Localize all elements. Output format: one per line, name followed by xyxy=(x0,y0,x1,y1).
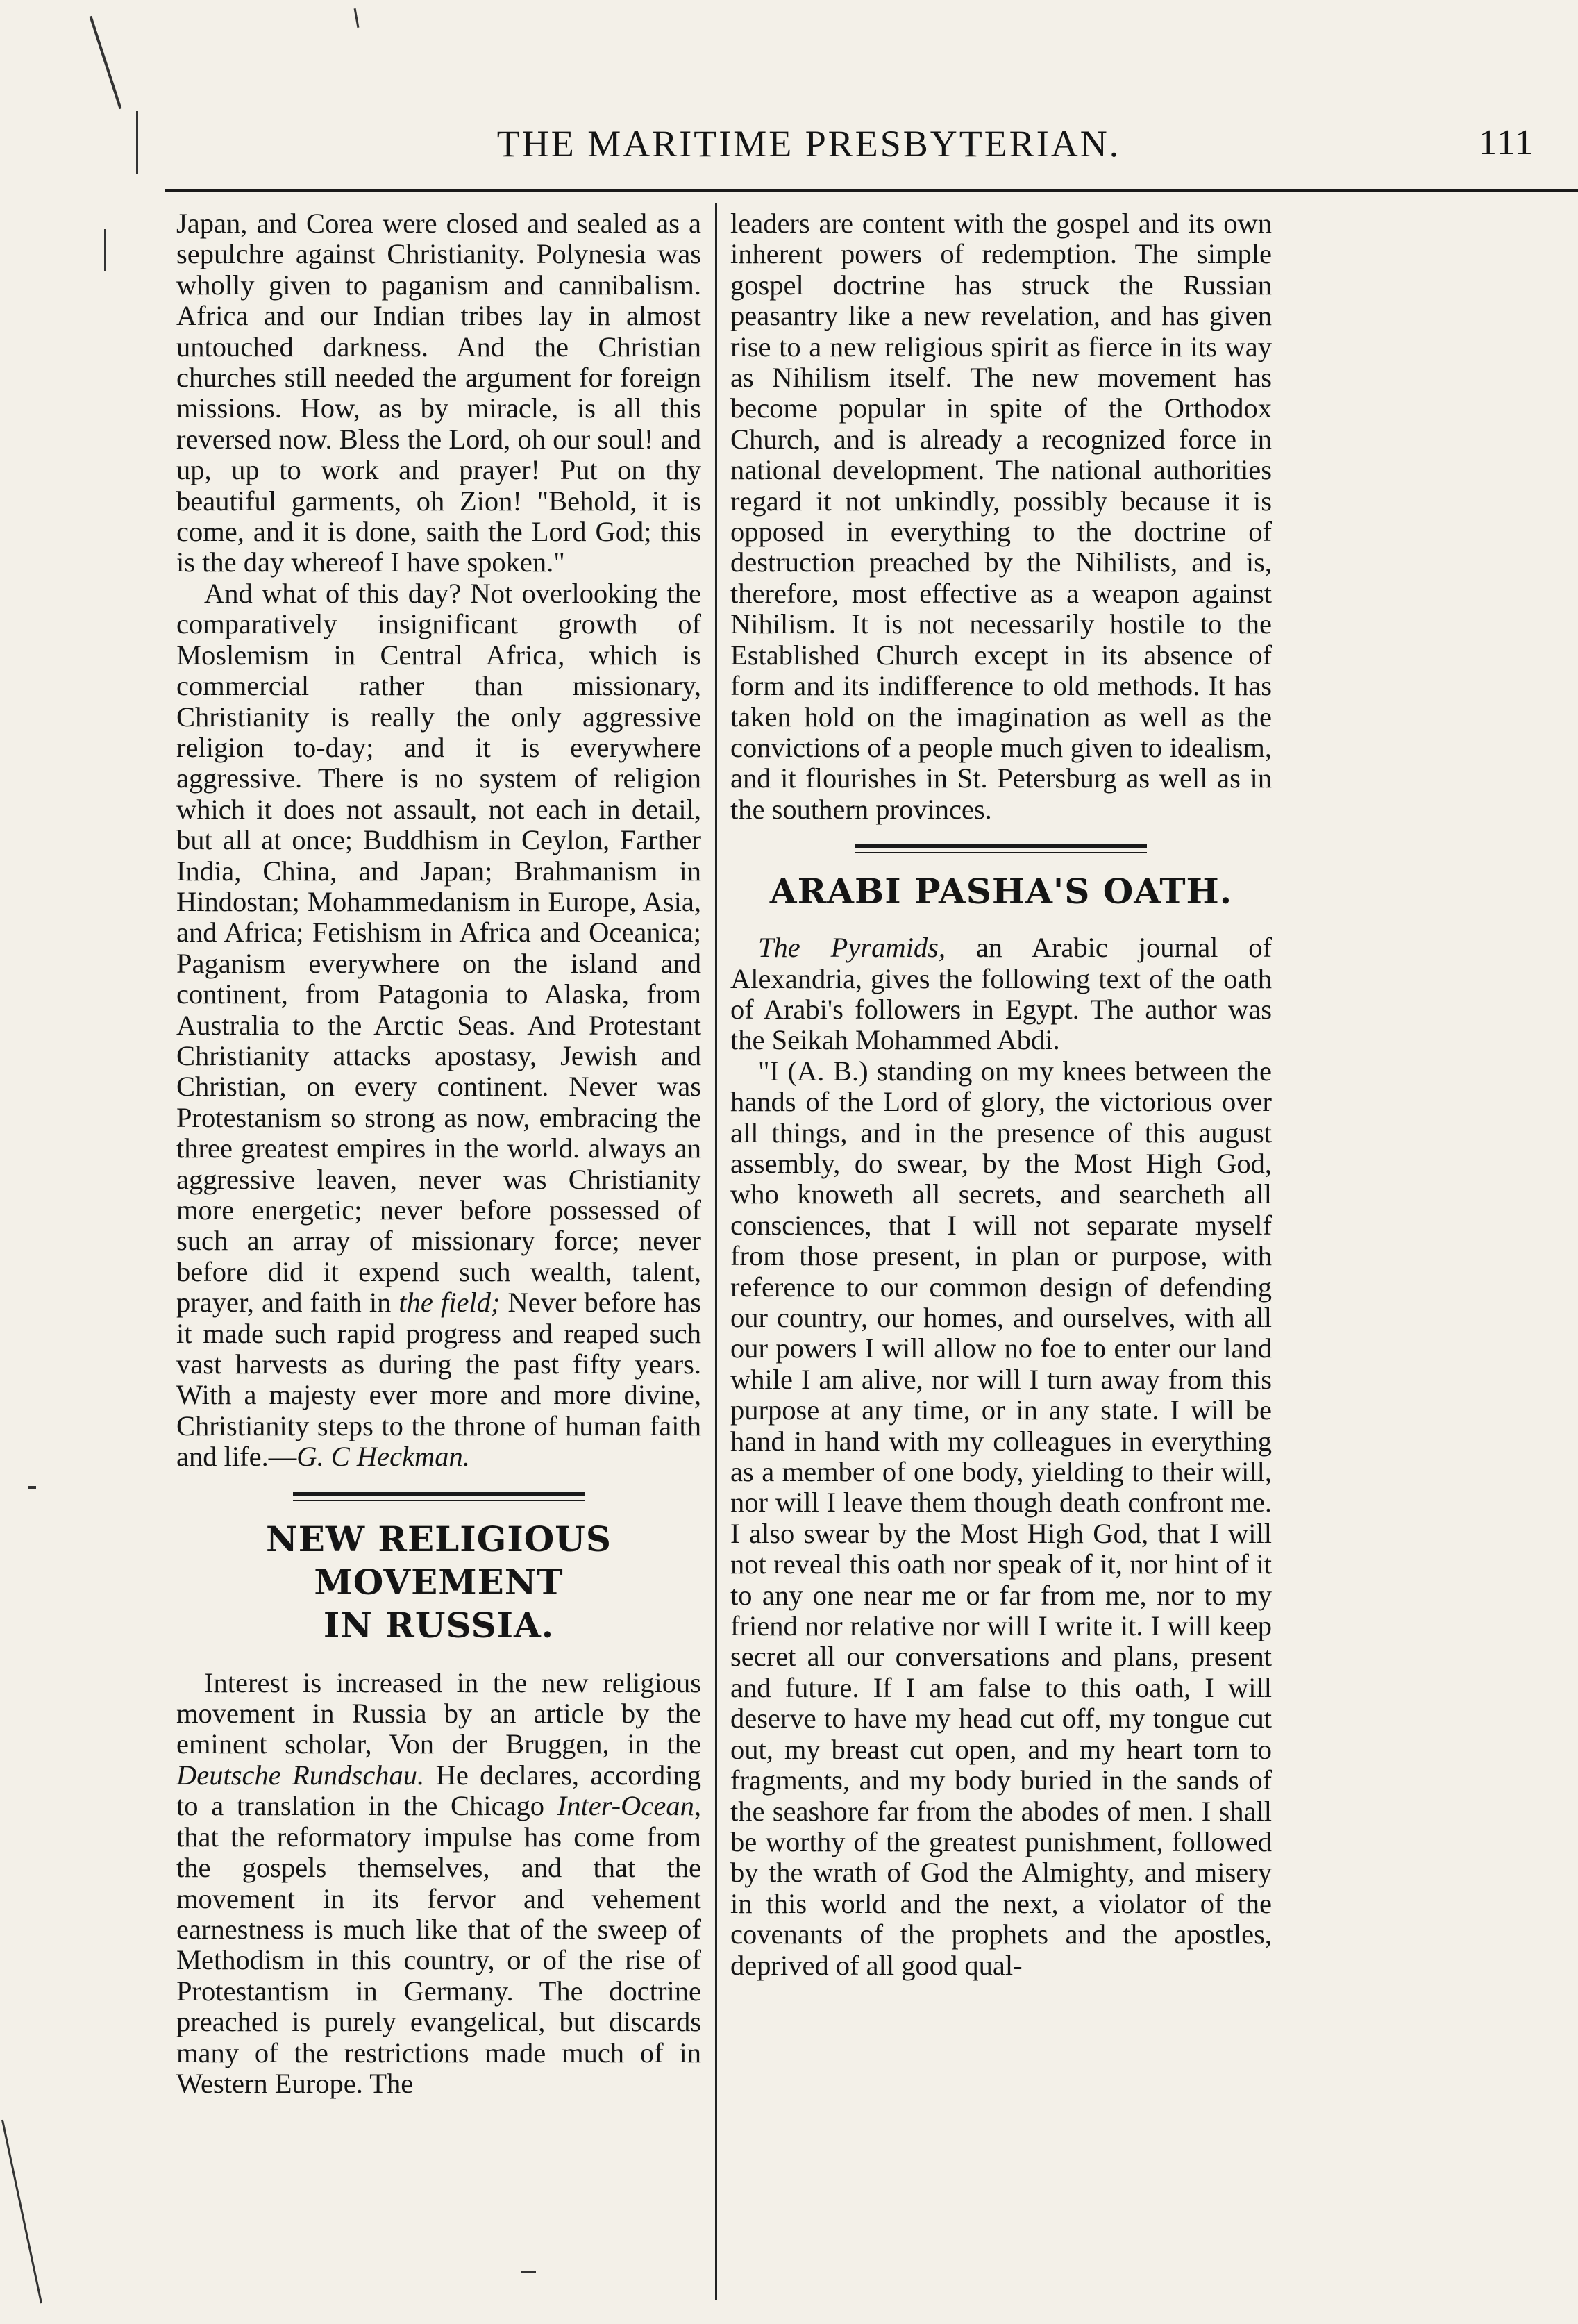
page-number: 111 xyxy=(1479,123,1535,162)
margin-mark xyxy=(1,2120,42,2304)
paragraph xyxy=(176,1668,701,2100)
italic-text: the field; xyxy=(398,1287,501,1319)
paragraph-text: Never before has it made such rapid progress and reaped such vast harvests as during the past fifty years. With a majesty ever more and more divine, Christianity steps to the throne of human faith and life.— xyxy=(176,1287,702,1473)
section-separator xyxy=(293,1492,585,1501)
author-signature: G. C Heckman. xyxy=(296,1441,470,1473)
paragraph-text: that the reformatory impulse has come from the gospels themselves, and that the movement in its fervor and vehement earnestness is much like that of the sweep of Methodism in this country, or of the rise of Protestantism in Germany. The doctrine preached is purely evangelical, but discards many of the restrictions made much of in Western Europe. The xyxy=(176,1821,701,2099)
paragraph-text: He declares, according to a translation in the Chicago xyxy=(176,1759,702,1822)
italic-text: Deutsche Rundschau. xyxy=(176,1759,425,1791)
italic-text: The Pyramids, xyxy=(758,932,946,964)
margin-mark xyxy=(89,16,121,109)
paragraph: Japan, and Corea were closed and sealed as a sepulchre against Christianity. Polynesia was wholly given to paganism and cannibalism. Africa and our Indian tribes lay in almost untouched darkness. And the Christian churches still needed the argument for foreign missions. How, as by miracle, is all this reversed now. Bless the Lord, oh our soul! and up, up to work and prayer! Put on thy beautiful garments, oh Zion! "Behold, it is come, and it is done, saith the Lord God; this is the day whereof I have spoken." xyxy=(176,208,701,578)
section-separator xyxy=(855,844,1147,853)
italic-text: Inter-Ocean, xyxy=(557,1790,701,1822)
column-rule xyxy=(715,203,717,2300)
heading-line: NEW RELIGIOUS MOVEMENT xyxy=(266,1518,612,1603)
article-heading xyxy=(176,1518,701,1647)
paragraph: leaders are content with the gospel and its own inherent powers of redemption. The simple gospel doctrine has struck the Russian peasantry like a new revelation, and has given rise to a new religious spirit as fierce in its way as Nihilism itself. The new movement has become popular in spite of the Orthodox Church, and is already a recognized force in national development. The national authorities regard it not unkindly, possibly because it is opposed in everything to the doctrine of destruction preached by the Nihilists, and is, therefore, most effective as a weapon against Nihilism. It is not necessarily hostile to the Established Church except in its absence of form and its indifference to old methods. It has taken hold on the imagination as well as the convictions of a people much given to idealism, and it flourishes in St. Petersburg as well as in the southern provinces. xyxy=(730,208,1272,825)
paragraph-text: an Arabic journal of Alexandria, gives the following text of the oath of Arabi's followers in Egypt. The author was the Seikah Mohammed Abdi. xyxy=(730,932,1273,1056)
left-column xyxy=(176,208,701,2099)
margin-mark xyxy=(136,111,138,174)
margin-mark xyxy=(28,1486,36,1489)
heading-line: IN RUSSIA. xyxy=(323,1604,555,1646)
paragraph-text: And what of this day? Not overlooking the comparatively insignificant growth of Moslemism in Central Africa, which is commercial rather than missionary, Christianity is really the only aggressive religion to-day; and it is everywhere aggressive. There is no system of religion which it does not assault, not each in detail, but all at once; Buddhism in Ceylon, Farther India, China, and Japan; Brahmanism in Hindostan; Mohammedanism in Europe, Asia, and Africa; Fetishism in Africa and Oceanica; Paganism everywhere on the island and continent, from Patagonia to Alaska, from Australia to the Arctic Seas. And Protestant Christianity attacks apostasy, Jewish and Christian, on every continent. Never was Protestanism so strong as now, embracing the three greatest empires in the world. always an aggressive leaven, never was Christianity more energetic; never before possessed of such an array of missionary force; never before did it expend such wealth, talent, prayer, and faith in xyxy=(176,577,701,1319)
paragraph: "I (A. B.) standing on my knees between the hands of the Lord of glory, the victorious over all things, and in the presence of this august assembly, do swear, by the Most High God, who knoweth all secrets, and searcheth all consciences, that I will not separate myself from those present, in plan or purpose, with reference to our common design of defending our country, our homes, and ourselves, with all our powers I will allow no foe to enter our land while I am alive, nor will I turn away from this purpose at any time, or in any state. I will be hand in hand with my colleagues in everything as a member of one body, yielding to their will, nor will I leave them though death confront me. I also swear by the Most High God, that I will not reveal this oath nor speak of it, nor hint of it to any one near me or far from me, nor to my friend nor relative nor will I write it. I will keep secret all our conversations and plans, present and future. If I am false to this oath, I will deserve to have my head cut off, my tongue cut out, my breast cut open, and my heart torn to fragments, and my body buried in the sands of the seashore far from the abodes of men. I shall be worthy of the greatest punishment, followed by the wrath of God the Almighty, and misery in this world and the next, a violator of the covenants of the prophets and the apostles, deprived of all good qual- xyxy=(730,1055,1272,1981)
article-heading: ARABI PASHA'S OATH. xyxy=(769,871,1233,912)
paragraph xyxy=(730,933,1272,1056)
margin-mark xyxy=(521,2271,536,2273)
right-column xyxy=(730,208,1272,1981)
margin-mark xyxy=(104,229,106,271)
margin-mark xyxy=(354,8,360,28)
running-title: THE MARITIME PRESBYTERIAN. xyxy=(496,123,1121,165)
paragraph-text: Interest is increased in the new religious movement in Russia by an article by the eminent scholar, Von der Bruggen, in the xyxy=(176,1666,701,1760)
header-rule xyxy=(165,189,1578,192)
paragraph xyxy=(176,578,701,1473)
